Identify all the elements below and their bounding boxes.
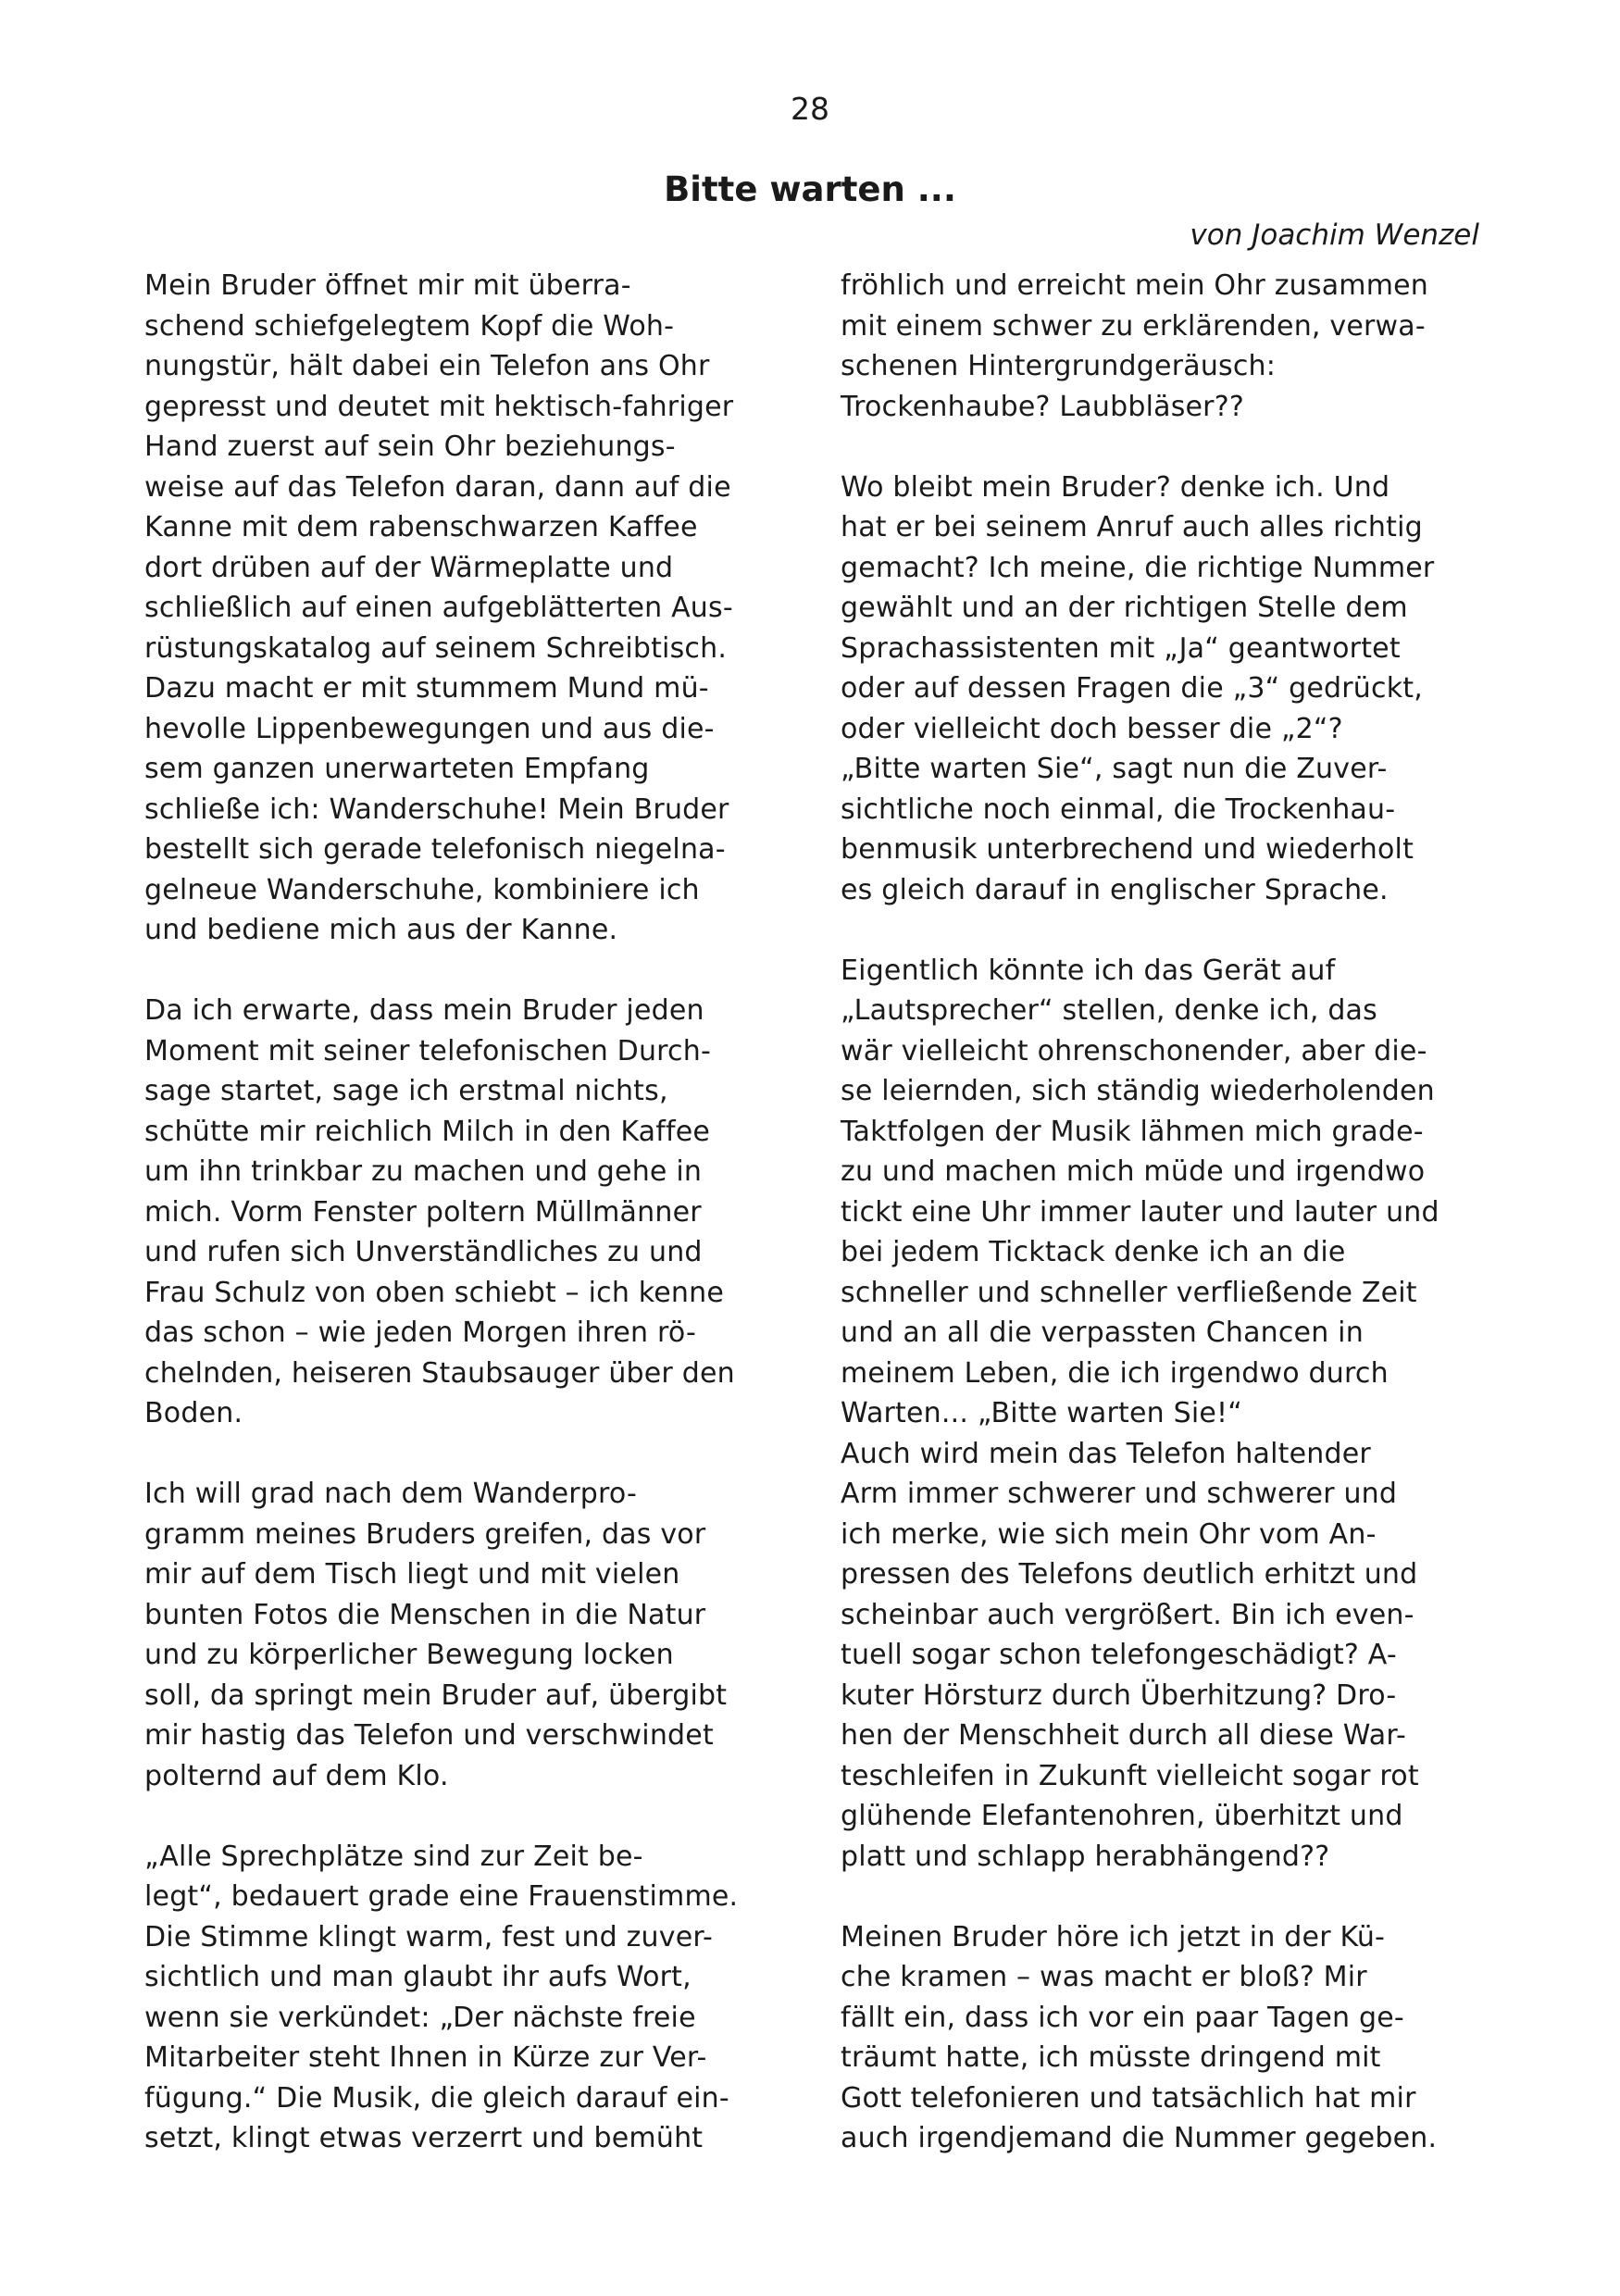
- article-author: von Joachim Wenzel: [1190, 218, 1479, 252]
- left-column: [144, 266, 792, 2159]
- paragraph-gap: [144, 951, 792, 992]
- article-title: Bitte warten ...: [664, 169, 956, 209]
- paragraph-gap: [841, 1877, 1498, 1917]
- paragraph-gap: [144, 1434, 792, 1475]
- paragraph: „Alle Sprechplätze sind zur Zeit be- legt“, bedauert grade eine Frauenstimme. Die Stimme klingt warm, fest und zuver- sichtlich und man glaubt ihr aufs Wort, wenn sie verkündet: „Der nächste freie Mitarbeiter steht Ihnen in Kürze zur Ver- fügung.“ Die Musik, die gleich darauf ein- setzt, klingt etwas verzerrt und bemüht: [144, 1840, 739, 2154]
- paragraph: Meinen Bruder höre ich jetzt in der Kü- che kramen – was macht er bloß? Mir fällt ein, dass ich vor ein paar Tagen ge- träumt hatte, ich müsste dringend mit Gott telefonieren und tatsächlich hat mir auch irgendjemand die Nummer gegeben.: [841, 1920, 1438, 2154]
- paragraph-gap: [144, 1796, 792, 1837]
- paragraph-gap: [841, 427, 1498, 468]
- page-number: 28: [791, 91, 829, 127]
- paragraph: Da ich erwarte, dass mein Bruder jeden Moment mit seiner telefonischen Durch- sage startet, sage ich erstmal nichts, schütte mir reichlich Milch in den Kaffee um ihn trinkbar zu machen und gehe in mich. Vorm Fenster poltern Müllmänner und rufen sich Unverständliches zu und Frau Schulz von oben schiebt – ich kenne das schon – wie jeden Morgen ihren rö- chelnden, heiseren Staubsauger über den Boden.: [144, 994, 735, 1429]
- paragraph: fröhlich und erreicht mein Ohr zusammen mit einem schwer zu erklärenden, verwa- schenen Hintergrundgeräusch: Trockenhaube? Laubbläser??: [841, 269, 1429, 423]
- paragraph: Wo bleibt mein Bruder? denke ich. Und hat er bei seinem Anruf auch alles richtig gemacht? Ich meine, die richtige Nummer gewählt und an der richtigen Stelle dem Sprachassistenten mit „Ja“ geantwortet oder auf dessen Fragen die „3“ gedrückt, oder vielleicht doch besser die „2“? „Bitte warten Sie“, sagt nun die Zuver- sichtliche noch einmal, die Trockenhau- benmusik unterbrechend und wiederholt es gleich darauf in englischer Sprache.: [841, 470, 1435, 906]
- right-column: [841, 266, 1498, 2159]
- paragraph-gap: [841, 910, 1498, 951]
- paragraph: Eigentlich könnte ich das Gerät auf „Lautsprecher“ stellen, denke ich, das wär vielleicht ohrenschonender, aber die- se leiernden, sich ständig wiederholenden Taktfolgen der Musik lähmen mich grade- zu und machen mich müde und irgendwo tickt eine Uhr immer lauter und lauter und bei jedem Ticktack denke ich an die schneller und schneller verfließende Zeit und an all die verpassten Chancen in meinem Leben, die ich irgendwo durch Warten... „Bitte warten Sie!“ Auch wird mein das Telefon haltender Arm immer schwerer und schwerer und ich merke, wie sich mein Ohr vom An- pressen des Telefons deutlich erhitzt und scheinbar auch vergrößert. Bin ich even- tuell sogar schon telefongeschädigt? A- kuter Hörsturz durch Überhitzung? Dro- hen der Menschheit durch all diese War- teschleifen in Zukunft vielleicht sogar rot glühende Elefantenohren, überhitzt und platt und schlapp herabhängend??: [841, 954, 1439, 1873]
- paragraph: Mein Bruder öffnet mir mit überra- schend schiefgelegtem Kopf die Woh- nungstür, hält dabei ein Telefon ans Ohr gepresst und deutet mit hektisch-fahriger Hand zuerst auf sein Ohr beziehungs- weise auf das Telefon daran, dann auf die Kanne mit dem rabenschwarzen Kaffee dort drüben auf der Wärmeplatte und schließlich auf einen aufgeblätterten Aus- rüstungskatalog auf seinem Schreibtisch. Dazu macht er mit stummem Mund mü- hevolle Lippenbewegungen und aus die- sem ganzen unerwarteten Empfang schließe ich: Wanderschuhe! Mein Bruder bestellt sich gerade telefonisch niegelna- gelneue Wanderschuhe, kombiniere ich und bediene mich aus der Kanne.: [144, 269, 734, 946]
- paragraph: Ich will grad nach dem Wanderpro- gramm meines Bruders greifen, das vor mir auf dem Tisch liegt und mit vielen bunten Fotos die Menschen in die Natur und zu körperlicher Bewegung locken soll, da springt mein Bruder auf, übergibt mir hastig das Telefon und verschwindet polternd auf dem Klo.: [144, 1478, 728, 1792]
